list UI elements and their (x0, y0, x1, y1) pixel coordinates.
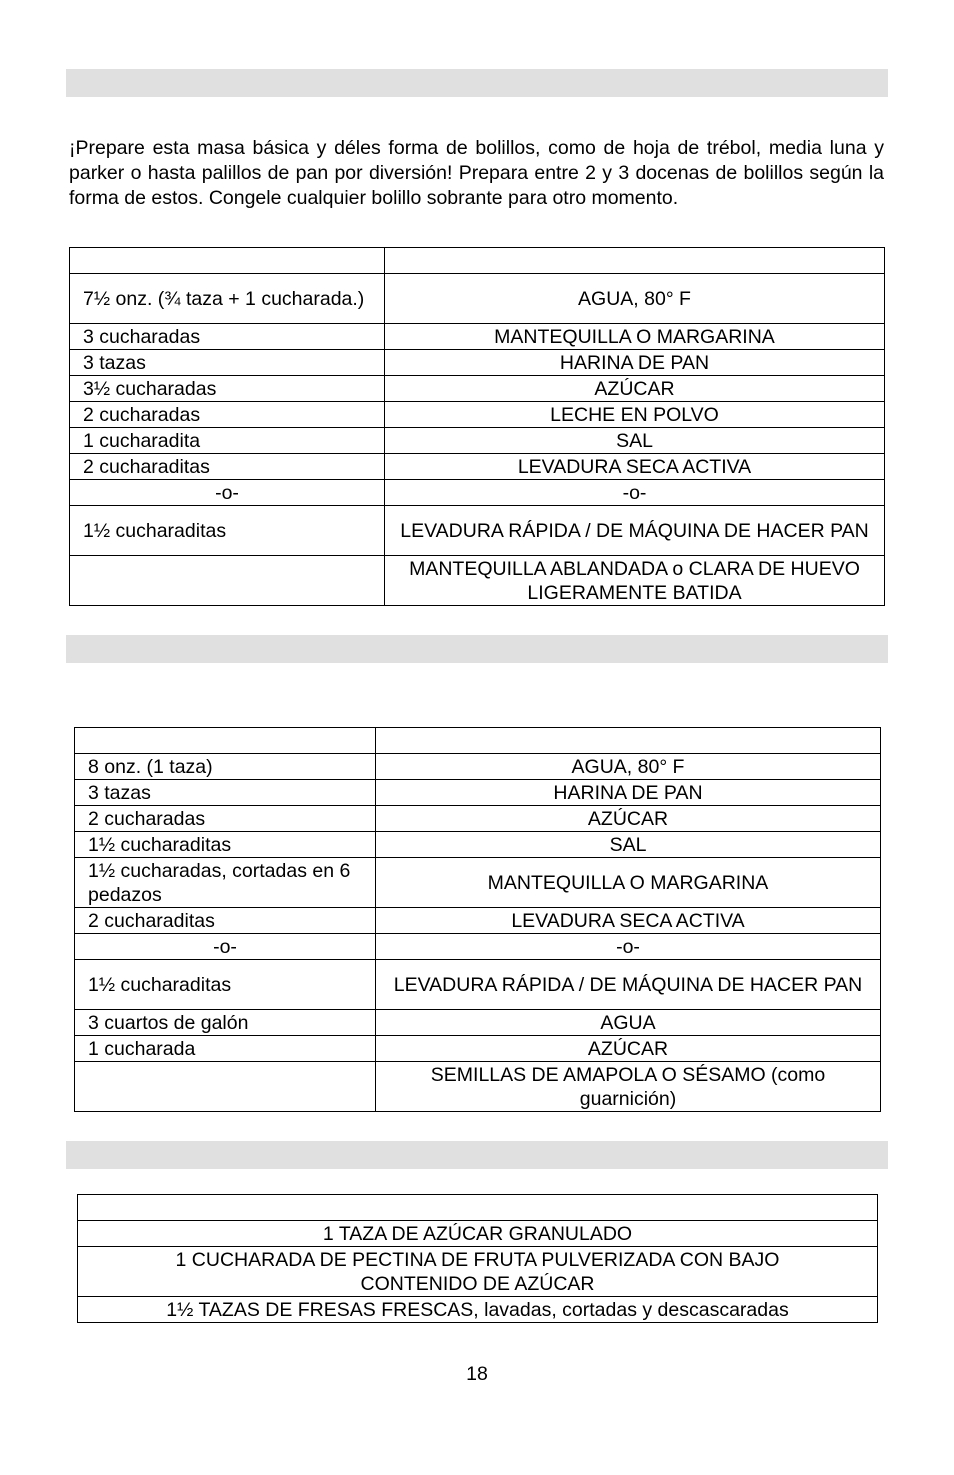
ingredient-cell: MANTEQUILLA ABLANDADA o CLARA DE HUEVO LIGERAMENTE BATIDA (385, 556, 885, 606)
table-row (75, 780, 881, 806)
table-row (75, 934, 881, 960)
section-title-bar-1 (66, 69, 888, 97)
ingredient-cell: AZÚCAR (385, 376, 885, 402)
ingredient-cell: AGUA (376, 1010, 881, 1036)
ingredient-cell: AGUA, 80° F (376, 754, 881, 780)
page-number: 18 (466, 1363, 488, 1385)
table-row (70, 274, 885, 324)
ingredient-cell: 1 CUCHARADA DE PECTINA DE FRUTA PULVERIZADA CON BAJO CONTENIDO DE AZÚCAR (78, 1247, 878, 1297)
ingredient-cell: SAL (376, 832, 881, 858)
table-row (70, 402, 885, 428)
quantity-cell: -o- (75, 934, 376, 960)
table-row (75, 960, 881, 1010)
table-row (70, 454, 885, 480)
table-row (78, 1297, 878, 1323)
table-row (78, 1247, 878, 1297)
ingredient-cell: MANTEQUILLA O MARGARINA (385, 324, 885, 350)
ingredient-cell: AZÚCAR (376, 1036, 881, 1062)
table-row (70, 480, 885, 506)
table-row (75, 908, 881, 934)
quantity-cell: 3 tazas (75, 780, 376, 806)
table-row (70, 376, 885, 402)
section-title-bar-3 (66, 1141, 888, 1169)
ingredient-cell: LEVADURA RÁPIDA / DE MÁQUINA DE HACER PAN (376, 960, 881, 1010)
table-row (70, 506, 885, 556)
quantity-cell: 1 cucharada (75, 1036, 376, 1062)
ingredient-cell: MANTEQUILLA O MARGARINA (376, 858, 881, 908)
ingredient-cell: LECHE EN POLVO (385, 402, 885, 428)
quantity-cell (70, 556, 385, 606)
section-title-bar-2 (66, 635, 888, 663)
table-row (75, 1010, 881, 1036)
table-row (75, 806, 881, 832)
table-row (70, 428, 885, 454)
ingredient-cell: SAL (385, 428, 885, 454)
table-row (75, 754, 881, 780)
quantity-cell: -o- (70, 480, 385, 506)
quantity-cell: 1½ cucharaditas (75, 960, 376, 1010)
ingredient-cell: 1½ TAZAS DE FRESAS FRESCAS, lavadas, cortadas y descascaradas (78, 1297, 878, 1323)
quantity-cell: 3 cuartos de galón (75, 1010, 376, 1036)
ingredients-table-2 (74, 727, 881, 1112)
ingredients-table-1 (69, 247, 885, 606)
quantity-cell: 2 cucharadas (75, 806, 376, 832)
table-row (75, 1036, 881, 1062)
ingredient-cell: HARINA DE PAN (385, 350, 885, 376)
quantity-cell: 1½ cucharadas, cortadas en 6 pedazos (75, 858, 376, 908)
quantity-cell: 1½ cucharaditas (75, 832, 376, 858)
table-row (75, 832, 881, 858)
ingredient-cell: -o- (385, 480, 885, 506)
quantity-cell: 3 tazas (70, 350, 385, 376)
ingredient-cell: SEMILLAS DE AMAPOLA O SÉSAMO (como guarnición) (376, 1062, 881, 1112)
table-row (70, 350, 885, 376)
ingredient-cell: AZÚCAR (376, 806, 881, 832)
table-row (75, 858, 881, 908)
quantity-cell (75, 1062, 376, 1112)
ingredient-cell: LEVADURA RÁPIDA / DE MÁQUINA DE HACER PAN (385, 506, 885, 556)
quantity-cell: 8 onz. (1 taza) (75, 754, 376, 780)
quantity-cell: 7½ onz. (¾ taza + 1 cucharada.) (70, 274, 385, 324)
table-header-row (78, 1195, 878, 1221)
ingredient-cell: HARINA DE PAN (376, 780, 881, 806)
table-row (70, 556, 885, 606)
quantity-cell: 3½ cucharadas (70, 376, 385, 402)
ingredient-cell: LEVADURA SECA ACTIVA (376, 908, 881, 934)
quantity-cell: 1½ cucharaditas (70, 506, 385, 556)
ingredient-cell: 1 TAZA DE AZÚCAR GRANULADO (78, 1221, 878, 1247)
table-header-row (70, 248, 885, 274)
quantity-cell: 2 cucharaditas (75, 908, 376, 934)
ingredients-table-3 (77, 1194, 878, 1323)
ingredient-cell: LEVADURA SECA ACTIVA (385, 454, 885, 480)
intro-paragraph: ¡Prepare esta masa básica y déles forma de bolillos, como de hoja de trébol, media luna y parker o hasta palillos de pan por diversión! Prepara entre 2 y 3 docenas de bolillos según la forma de estos. Congele cualquier bolillo sobrante para otro momento. (69, 137, 884, 209)
quantity-cell: 3 cucharadas (70, 324, 385, 350)
table-row (78, 1221, 878, 1247)
table-row (70, 324, 885, 350)
table-row (75, 1062, 881, 1112)
quantity-cell: 1 cucharadita (70, 428, 385, 454)
quantity-cell: 2 cucharaditas (70, 454, 385, 480)
ingredient-cell: AGUA, 80° F (385, 274, 885, 324)
quantity-cell: 2 cucharadas (70, 402, 385, 428)
ingredient-cell: -o- (376, 934, 881, 960)
table-header-row (75, 728, 881, 754)
